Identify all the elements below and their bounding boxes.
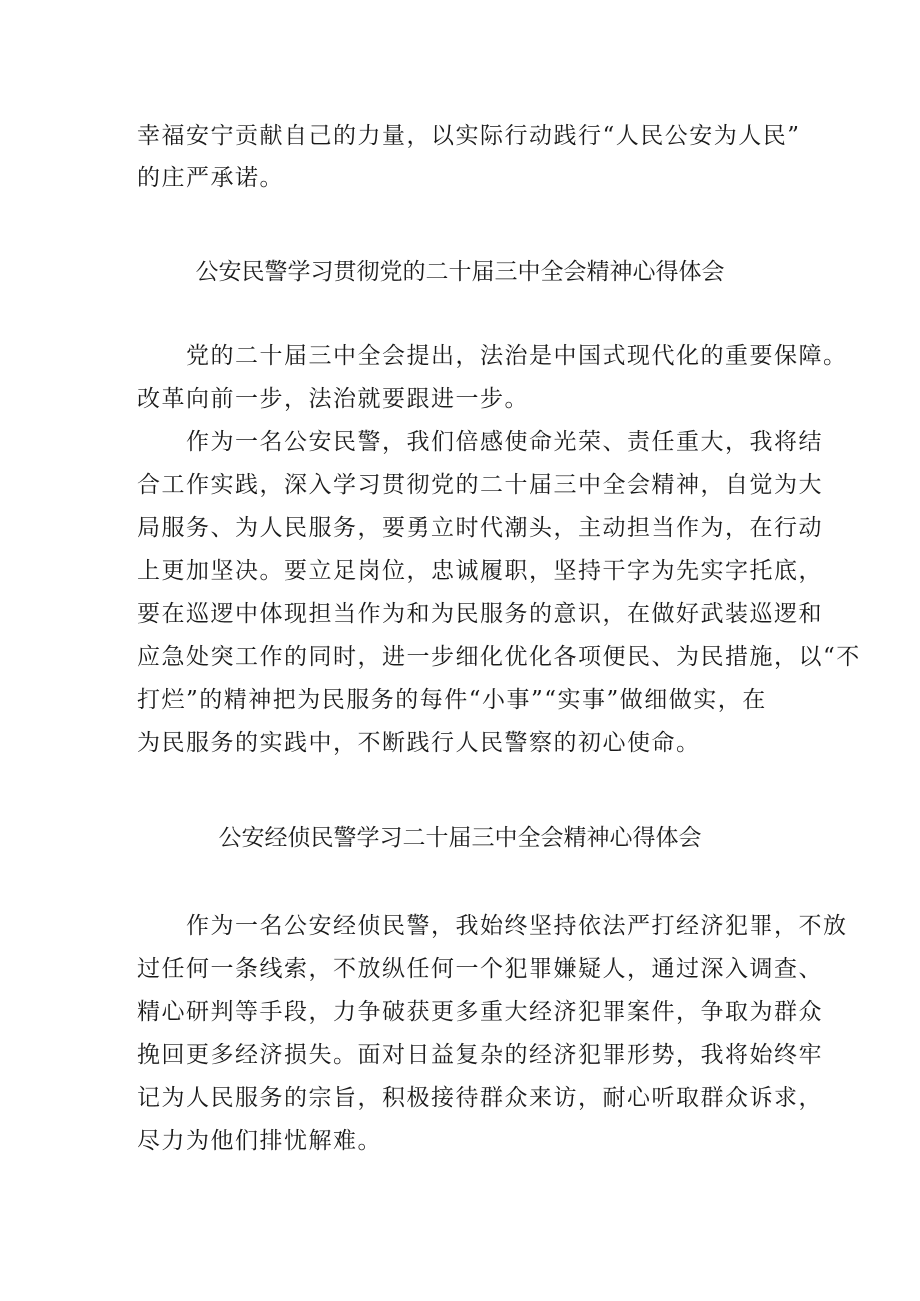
section-2-line-3: 精心研判等手段，力争破获更多重大经济犯罪案件，争取为群众: [137, 999, 823, 1025]
section-1-line-1: 党的二十届三中全会提出，法治是中国式现代化的重要保障。: [137, 343, 848, 369]
section-2-line-2: 过任何一条线索，不放纵任何一个犯罪嫌疑人，通过深入调查、: [137, 956, 823, 982]
section-1-line-7: 要在巡逻中体现担当作为和为民服务的意识，在做好武装巡逻和: [137, 601, 823, 627]
section-1-line-10: 为民服务的实践中，不断践行人民警察的初心使命。: [137, 730, 701, 756]
section-2-line-1: 作为一名公安经侦民警，我始终坚持依法严打经济犯罪，不放: [137, 913, 848, 939]
section-2-line-4: 挽回更多经济损失。面对日益复杂的经济犯罪形势，我将始终牢: [137, 1042, 823, 1068]
section-1-line-5: 局服务、为人民服务，要勇立时代潮头，主动担当作为，在行动: [137, 515, 823, 541]
section-1-line-4: 合工作实践，深入学习贯彻党的二十届三中全会精神，自觉为大: [137, 472, 823, 498]
section-2-line-5: 记为人民服务的宗旨，积极接待群众来访，耐心听取群众诉求，: [137, 1085, 823, 1111]
section-1-title: 公安民警学习贯彻党的二十届三中全会精神心得体会: [195, 259, 725, 285]
section-1-line-8: 应急处突工作的同时，进一步细化优化各项便民、为民措施，以“不: [137, 644, 861, 670]
section-1-line-2: 改革向前一步，法治就要跟进一步。: [137, 386, 529, 412]
section-1-line-9: 打烂”的精神把为民服务的每件“小事”“实事”做细做实，在: [137, 687, 767, 713]
section-1-line-3: 作为一名公安民警，我们倍感使命光荣、责任重大，我将结: [137, 429, 823, 455]
section-1-line-6: 上更加坚决。要立足岗位，忠诚履职，坚持干字为先实字托底，: [137, 558, 823, 584]
intro-line-1: 幸福安宁贡献自己的力量，以实际行动践行“人民公安为人民”: [137, 123, 801, 149]
section-2-title: 公安经侦民警学习二十届三中全会精神心得体会: [218, 825, 702, 851]
section-2-line-6: 尽力为他们排忧解难。: [137, 1128, 382, 1154]
intro-line-2: 的庄严承诺。: [137, 165, 284, 191]
